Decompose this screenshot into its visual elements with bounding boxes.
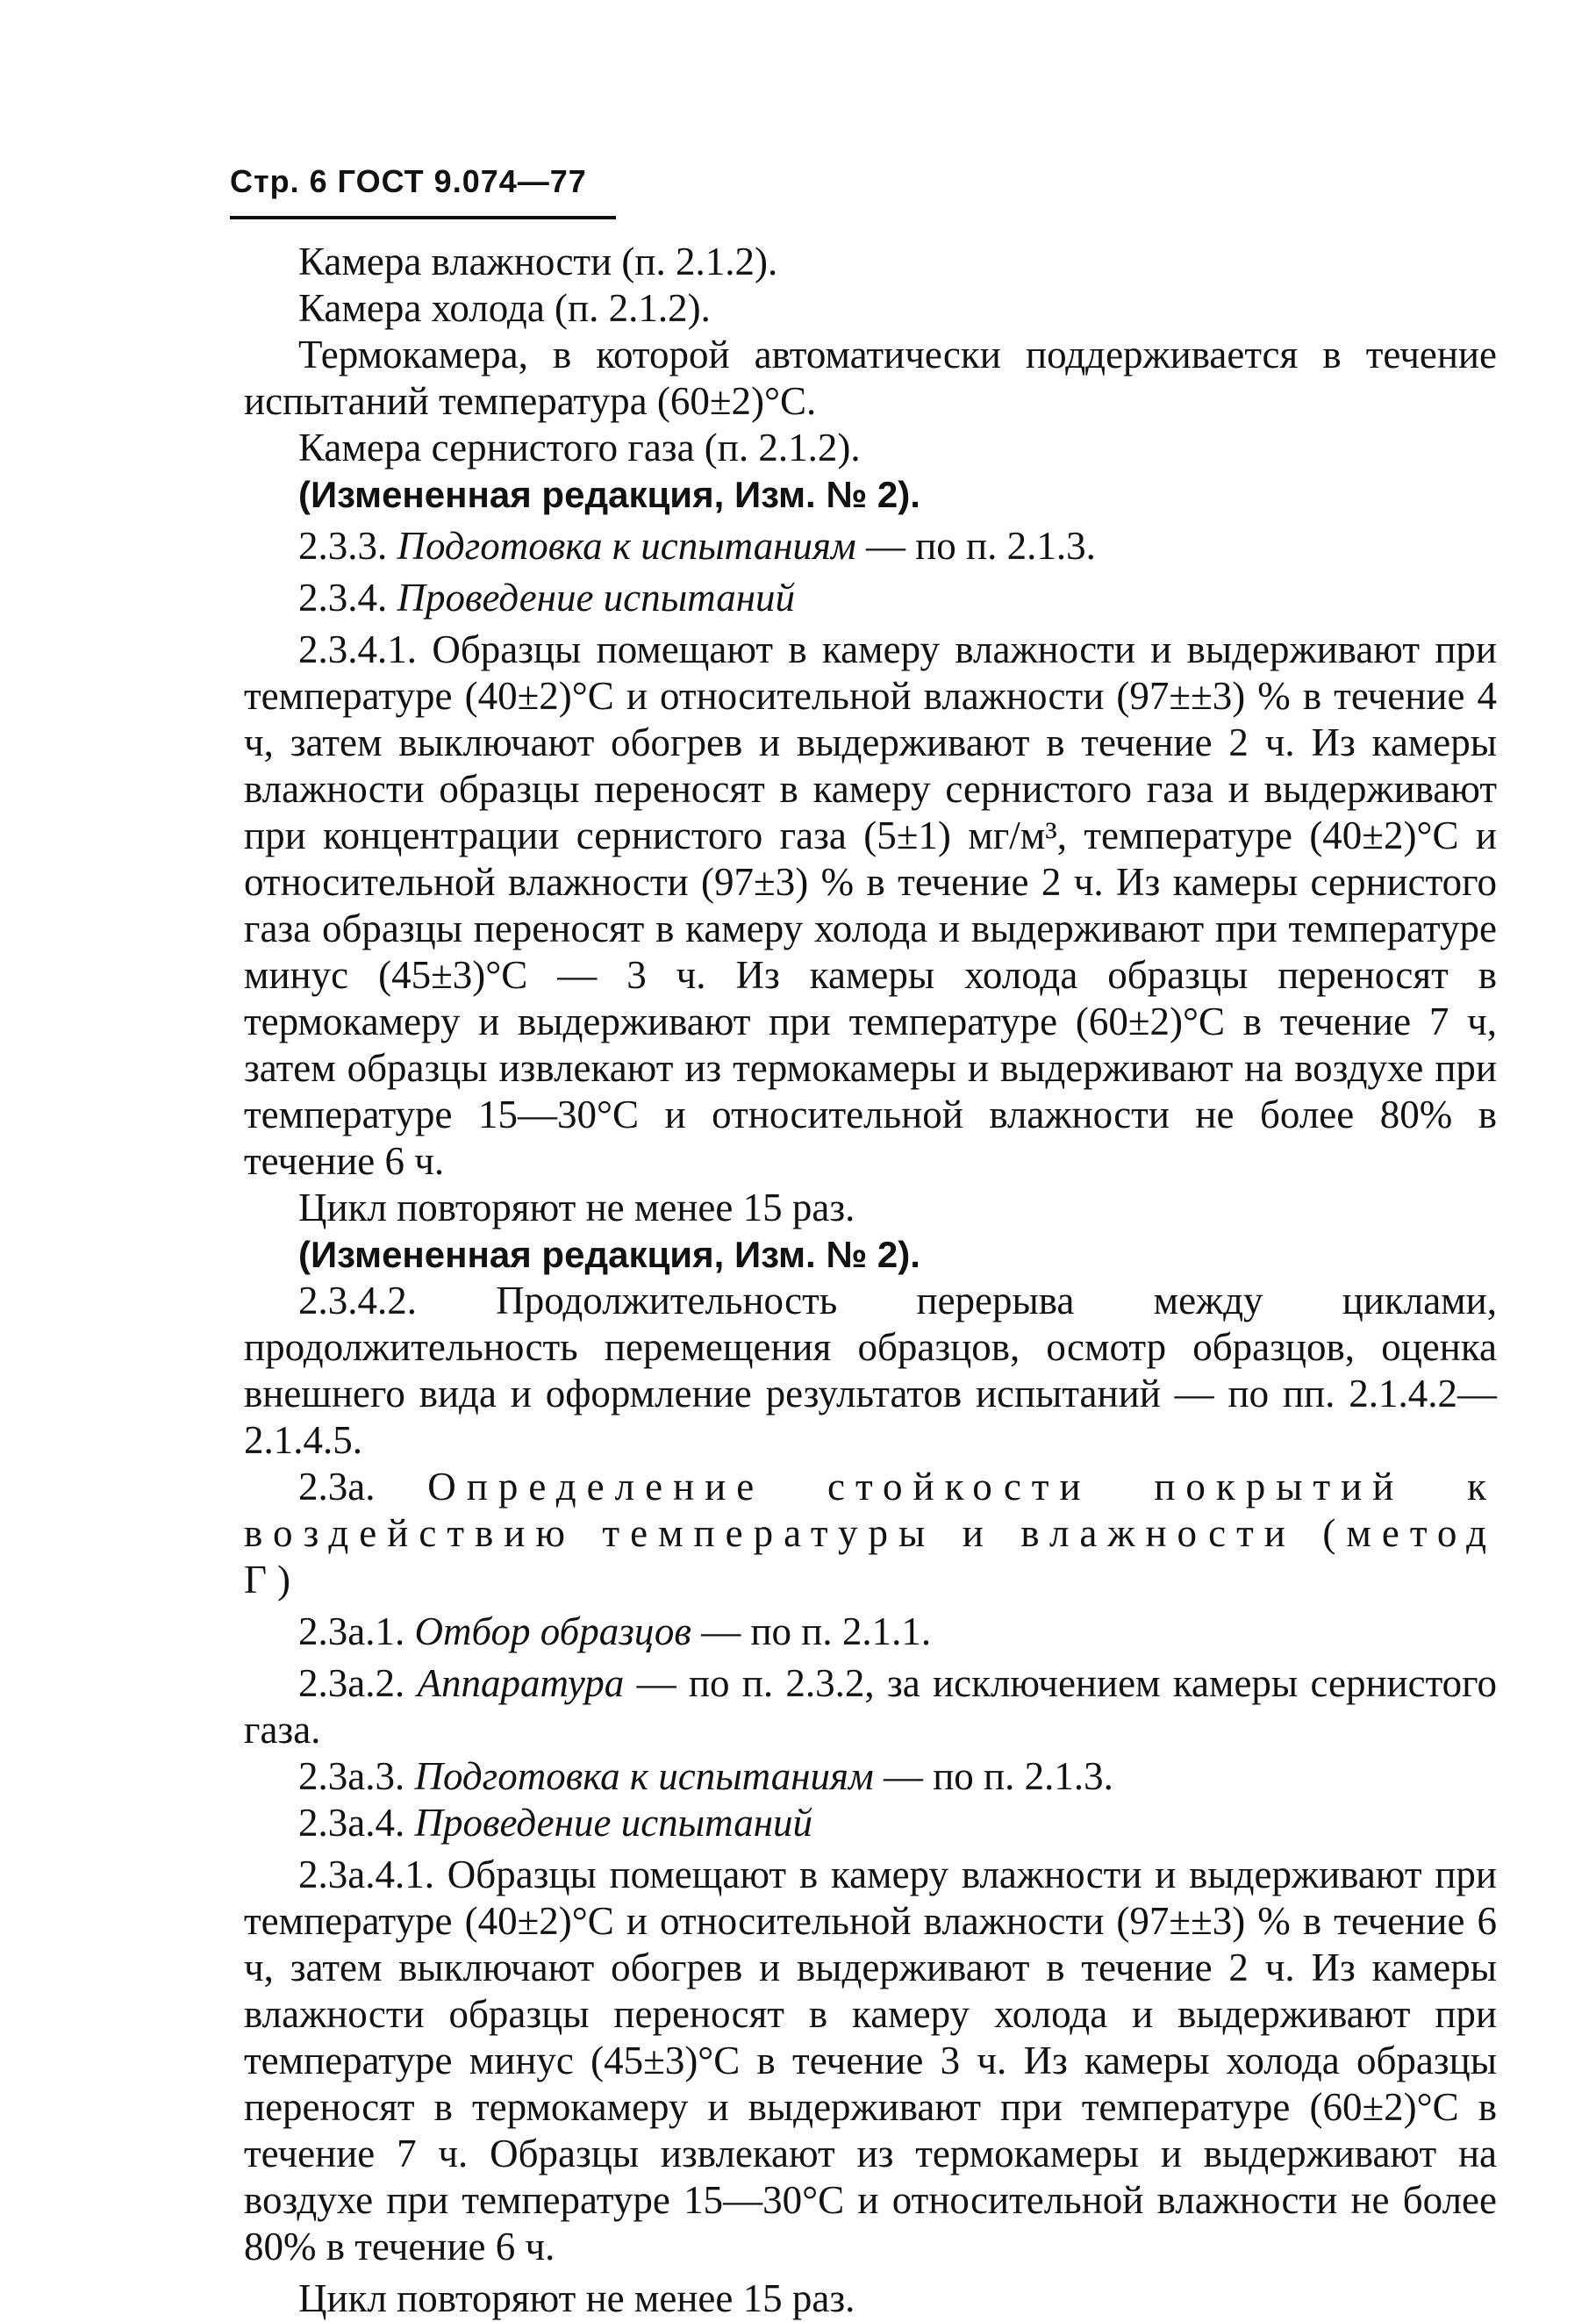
page-header: Стр. 6 ГОСТ 9.074—77: [230, 163, 587, 199]
section-2-3-4-1: 2.3.4.1. Образцы помещают в камеру влажности и выдерживают при температуре (40±2)°C и относительной влажности (97±±3) % в течение 4 ч, затем выключают обогрев и выдерживают в течение 2 ч. Из камеры влажности образцы переносят в камеру сернистого газа и выдерживают при концентрации сернистого газа (5±1) мг/м³, температуре (40±2)°C и относительной влажности (97±3) % в течение 2 ч. Из камеры сернистого газа образцы переносят в камеру холода и выдерживают при температуре минус (45±3)°C — 3 ч. Из камеры холода образцы переносят в термокамеру и выдерживают при температуре (60±2)°C в течение 7 ч, затем образцы извлекают из термокамеры и выдерживают на воздухе при температуре 15—30°C и относительной влажности не более 80% в течение 6 ч.: [244, 627, 1497, 1183]
section-number: 2.3а.1.: [298, 1609, 405, 1653]
section-number: 2.3а.4.: [298, 1801, 405, 1845]
section-2-3a-2: [244, 1660, 1497, 1753]
paragraph-thermochamber: Термокамера, в которой автоматически поддерживается в течение испытаний температура (60±2)°C.: [244, 333, 1497, 423]
section-title: Проведение испытаний: [414, 1801, 813, 1845]
section-2-3a-4-1: 2.3а.4.1. Образцы помещают в камеру влажности и выдерживают при температуре (40±2)°C и относительной влажности (97±±3) % в течение 6 ч, затем выключают обогрев и выдерживают в течение 2 ч. Из камеры влажности образцы переносят в камеру холода и выдерживают при температуре минус (45±3)°C в течение 3 ч. Из камеры холода образцы переносят в термокамеру и выдерживают при температуре (60±2)°C в течение 7 ч. Образцы извлекают из термокамеры и выдерживают на воздухе при температуре 15—30°C и относительной влажности не более 80% в течение 6 ч.: [244, 1853, 1497, 2268]
section-2-3-4: [244, 575, 1497, 621]
section-title: Аппаратура: [417, 1661, 625, 1705]
section-tail: — по п. 2.3.2, за исключением камеры сернистого газа.: [244, 1661, 1498, 1752]
paragraph-cycle-repeat: Цикл повторяют не менее 15 раз.: [298, 2276, 855, 2320]
section-title: Определение стойкости покрытий к воздействию температуры и влажности (метод Г): [244, 1465, 1498, 1602]
section-number: 2.3.4.: [298, 576, 388, 620]
section-2-3a-3: [244, 1753, 1497, 1800]
amendment-text: (Измененная редакция, Изм. № 2).: [298, 474, 920, 515]
section-number: 2.3а.: [298, 1465, 376, 1509]
section-title: Отбор образцов: [414, 1609, 691, 1653]
section-tail: — по п. 2.1.3.: [865, 524, 1096, 568]
section-2-3a-4: [244, 1800, 1497, 1846]
section-2-3-4-2: 2.3.4.2. Продолжительность перерыва между циклами, продолжительность перемещения образцов, осмотр образцов, оценка внешнего вида и оформление результатов испытаний — по пп. 2.1.4.2—2.1.4.5.: [244, 1279, 1497, 1462]
section-number: 2.3а.2.: [298, 1661, 405, 1705]
amendment-note: [244, 471, 1497, 518]
section-2-3-3: [244, 523, 1497, 570]
section-number: 2.3а.3.: [298, 1754, 405, 1798]
section-number: 2.3.3.: [298, 524, 388, 568]
header-rule: [230, 216, 616, 219]
section-tail: — по п. 2.1.1.: [701, 1609, 932, 1653]
amendment-text: (Измененная редакция, Изм. № 2).: [298, 1234, 920, 1275]
section-title: Подготовка к испытаниям: [397, 524, 856, 568]
document-body: [244, 239, 1497, 2322]
section-title: Проведение испытаний: [397, 576, 796, 620]
amendment-note: [244, 1231, 1497, 1278]
section-2-3a: [244, 1464, 1497, 1603]
section-tail: — по п. 2.1.3.: [883, 1754, 1113, 1798]
paragraph-cold-chamber: Камера холода (п. 2.1.2).: [298, 286, 711, 330]
paragraph-humidity-chamber: Камера влажности (п. 2.1.2).: [298, 240, 778, 283]
section-2-3a-1: [244, 1609, 1497, 1655]
paragraph-cycle-repeat: Цикл повторяют не менее 15 раз.: [298, 1186, 855, 1229]
paragraph-sulfur-chamber: Камера сернистого газа (п. 2.1.2).: [298, 426, 861, 469]
section-title: Подготовка к испытаниям: [414, 1754, 874, 1798]
